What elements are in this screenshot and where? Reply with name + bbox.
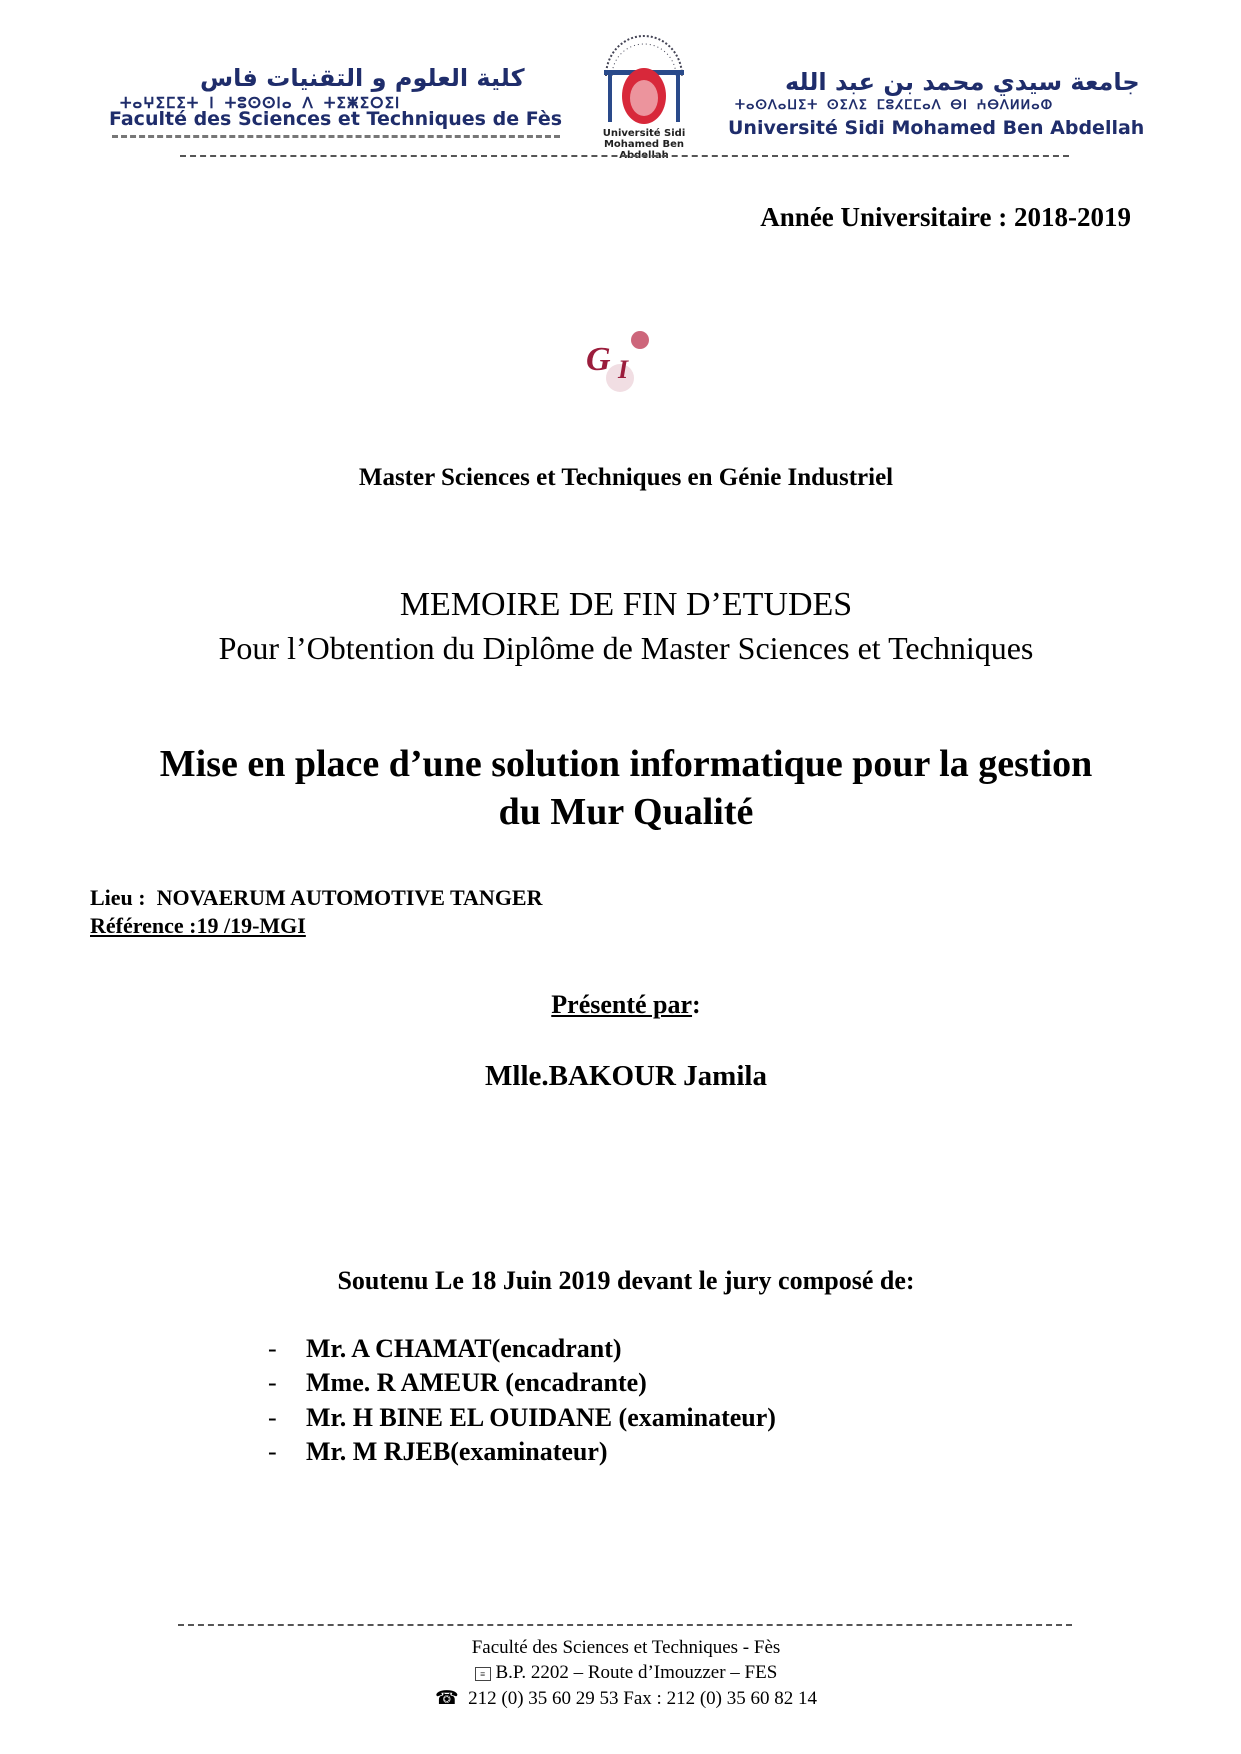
footer-phone-text: 212 (0) 35 60 29 53 Fax : 212 (0) 35 60 82 14 — [468, 1688, 817, 1709]
lieu — [90, 885, 543, 911]
thesis-title-line2: du Mur Qualité — [498, 791, 754, 833]
mailbox-icon: ≡ — [475, 1667, 491, 1681]
footer-phone — [0, 1687, 1241, 1710]
presented-by-label: Présenté par — [551, 990, 693, 1019]
footer-faculty: Faculté des Sciences et Techniques - Fès — [471, 1637, 781, 1658]
fst-arabic-name: كلية العلوم و التقنيات فاس — [200, 64, 525, 92]
usmba-tifinagh-name: ⵜⴰⵙⴷⴰⵡⵉⵜ ⵙⵉⴷⵉ ⵎⵓⵃⵎⵎⴰⴷ ⴱⵏ ⵄⴱⴷⵍⵍⴰⵀ — [735, 98, 1054, 113]
usmba-arabic-name: جامعة سيدي محمد بن عبد الله — [785, 68, 1140, 96]
master-program: Master Sciences et Techniques en Génie Industriel — [358, 464, 894, 491]
usmba-logo — [598, 30, 690, 128]
jury-item: - Mr. H BINE EL OUIDANE (examinateur) — [268, 1403, 776, 1432]
memoire-heading: MEMOIRE DE FIN D’ETUDES — [399, 586, 853, 623]
jury-member: Mr. M RJEB(examinateur) — [306, 1437, 608, 1466]
jury-member: Mr. A CHAMAT(encadrant) — [306, 1334, 622, 1363]
jury-member: Mme. R AMEUR (encadrante) — [306, 1368, 647, 1397]
lieu-label: Lieu : — [90, 885, 146, 910]
presented-by — [0, 990, 1241, 1020]
footer-address-text: B.P. 2202 – Route d’Imouzzer – FES — [495, 1662, 778, 1683]
fst-french-name: Faculté des Sciences et Techniques de Fès — [109, 108, 563, 130]
header-divider — [180, 155, 1069, 157]
reference: Référence :19 /19-MGI — [90, 913, 306, 938]
lieu-value: NOVAERUM AUTOMOTIVE TANGER — [156, 885, 543, 910]
jury-item: - Mr. M RJEB(examinateur) — [268, 1437, 608, 1466]
fst-underline — [112, 135, 560, 138]
obtention-subtitle: Pour l’Obtention du Diplôme de Master Sciences et Techniques — [218, 630, 1034, 666]
jury-item: - Mr. A CHAMAT(encadrant) — [268, 1334, 622, 1363]
svg-text:I: I — [618, 355, 629, 384]
thesis-title-line1: Mise en place d’une solution informatique pour la gestion — [159, 743, 1093, 785]
academic-year: Année Universitaire : 2018-2019 — [760, 202, 1131, 232]
footer-address — [0, 1662, 1241, 1684]
defense-statement: Soutenu Le 18 Juin 2019 devant le jury composé de: — [337, 1266, 915, 1295]
presented-by-colon: : — [692, 990, 701, 1019]
gi-logo — [580, 322, 660, 394]
jury-member: Mr. H BINE EL OUIDANE (examinateur) — [306, 1403, 776, 1432]
usmba-logo-caption: Université Sidi Mohamed Ben Abdellah — [602, 128, 686, 161]
svg-text:G: G — [586, 341, 611, 378]
author-name: Mlle.BAKOUR Jamila — [485, 1060, 767, 1092]
footer-divider — [178, 1624, 1072, 1626]
usmba-french-name: Université Sidi Mohamed Ben Abdellah — [728, 117, 1145, 139]
fst-tifinagh-name: ⵜⴰⵖⵉⵎⵉⵜ ⵏ ⵜⵓⵙⵙⵏⴰ ⴷ ⵜⵉⵥⵉⵔⵉⵏ — [120, 94, 401, 112]
telephone-icon: ☎ — [434, 1688, 459, 1709]
jury-item: - Mme. R AMEUR (encadrante) — [268, 1368, 647, 1397]
